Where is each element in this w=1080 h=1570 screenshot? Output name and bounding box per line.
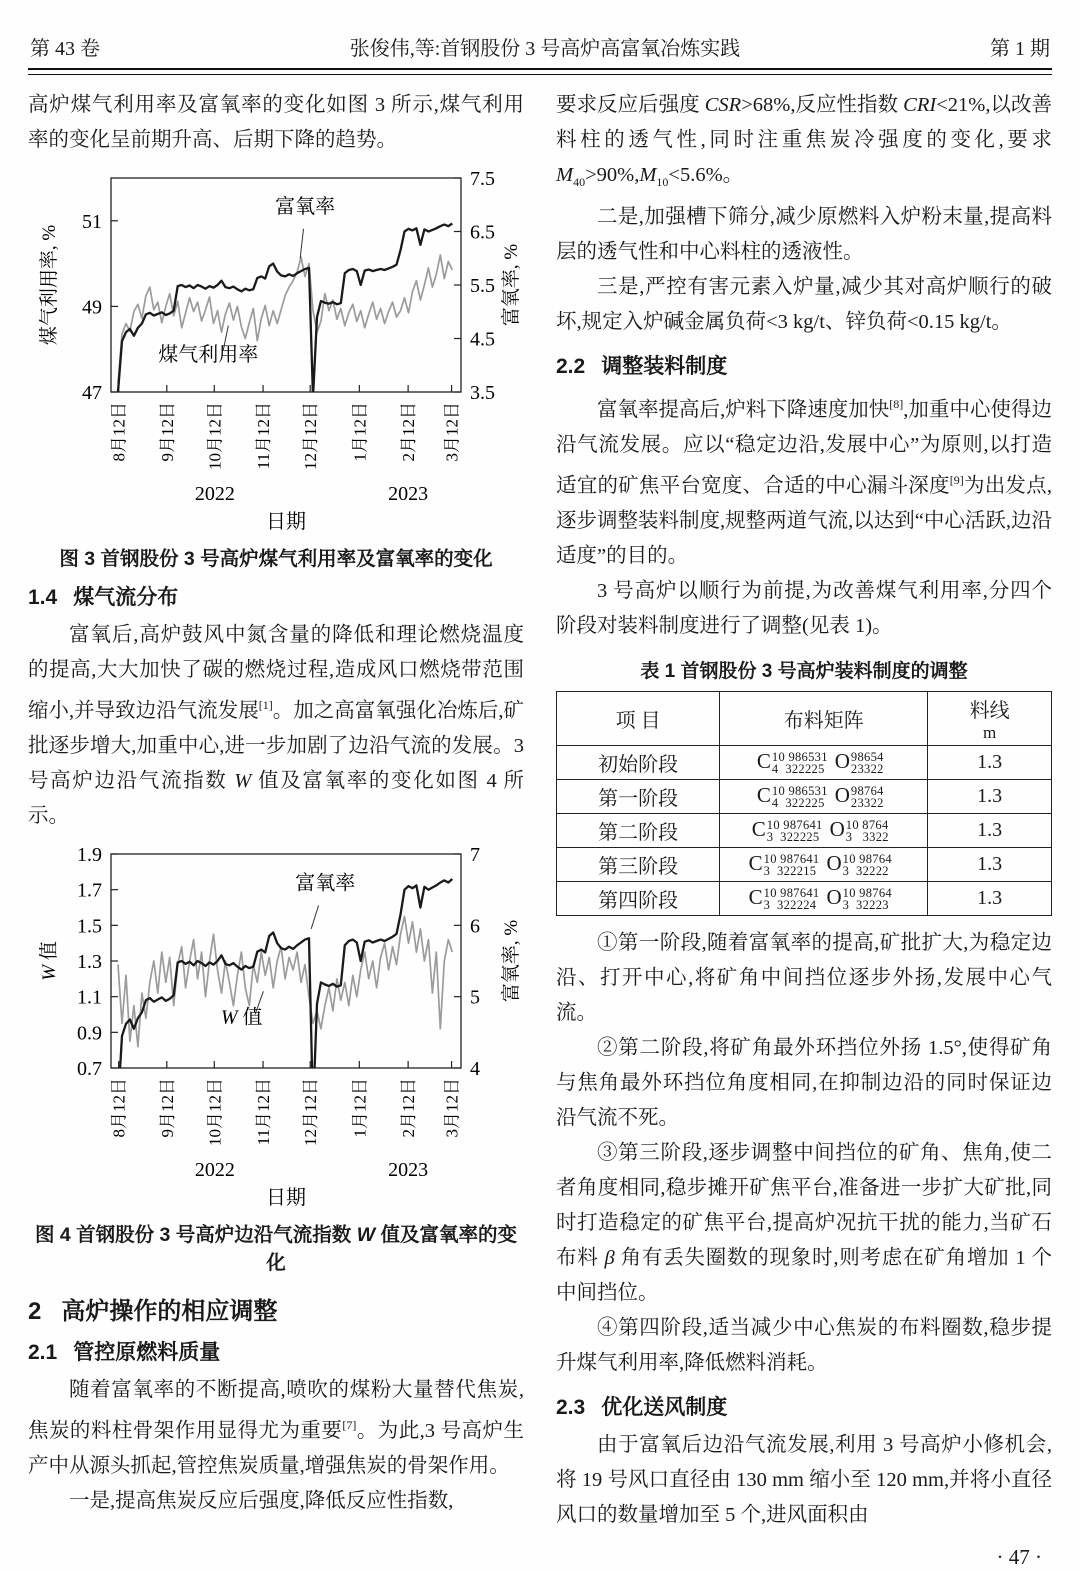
figure4-chart: [29, 842, 524, 1214]
svg-text:2023: 2023: [387, 1158, 428, 1181]
table-row: [557, 881, 1052, 915]
svg-text:1月12日: 1月12日: [349, 402, 369, 462]
svg-text:富氧率: 富氧率: [294, 872, 355, 895]
svg-text:10月12日: 10月12日: [204, 1077, 224, 1146]
stockline-cell: 1.3: [928, 745, 1052, 779]
svg-text:3.5: 3.5: [469, 382, 495, 404]
matrix-cell: C 10 987641 3 322224 O 10 98764 3 32223: [720, 881, 928, 915]
svg-text:5.5: 5.5: [469, 275, 495, 297]
paragraph: ②第二阶段,将矿角最外环挡位外扬 1.5°,使得矿角与焦角最外环挡位角度相同,在抑制边沿的同时保证边沿气流不死。: [556, 1036, 1052, 1129]
issue-label: 第 1 期: [990, 38, 1050, 60]
stage-cell: 第二阶段: [557, 813, 720, 847]
table1: [556, 691, 1052, 916]
svg-text:2月12日: 2月12日: [398, 1077, 418, 1138]
volume-label: 第 43 卷: [30, 38, 100, 60]
figure3-chart: [29, 166, 524, 538]
stockline-cell: 1.3: [928, 813, 1052, 847]
stage-cell: 第一阶段: [557, 779, 720, 813]
svg-text:1.5: 1.5: [76, 915, 102, 938]
left-column: [28, 88, 524, 1570]
col-header-stockline: 料线 m: [928, 691, 1052, 745]
header-rule: [28, 68, 1052, 75]
table-row: [557, 745, 1052, 779]
svg-text:51: 51: [81, 210, 102, 233]
paragraph: 高炉煤气利用率及富氧率的变化如图 3 所示,煤气利用率的变化呈前期升高、后期下降的趋势。: [28, 94, 524, 151]
table-row: [557, 779, 1052, 813]
matrix-cell: C 10 987641 3 322225 O 10 8764 3 3322: [720, 813, 928, 847]
figure-caption: 图 4 首钢股份 3 号高炉边沿气流指数 W 值及富氧率的变化: [34, 1223, 518, 1274]
paragraph: 由于富氧后边沿气流发展,利用 3 号高炉小修机会,将 19 号风口直径由 130 mm 缩小至 120 mm,并将小直径风口的数量增加至 5 个,进风面积由: [556, 1433, 1052, 1526]
paragraph: 一是,提高焦炭反应后强度,降低反应性指数,: [69, 1489, 454, 1512]
table1-caption: 表 1 首钢股份 3 号高炉装料制度的调整: [640, 660, 968, 682]
svg-text:W 值: W 值: [220, 1006, 263, 1029]
svg-text:9月12日: 9月12日: [157, 1077, 177, 1138]
svg-text:富氧率: 富氧率: [274, 195, 335, 218]
section-heading: 1.4 煤气流分布: [28, 586, 179, 609]
page-header: [30, 32, 1050, 61]
paragraph: 三是,严控有害元素入炉量,减少其对高炉顺行的破坏,规定入炉碱金属负荷<3 kg/t、锌负荷<0.15 kg/t。: [556, 276, 1052, 334]
svg-text:0.7: 0.7: [76, 1057, 102, 1080]
svg-text:3月12日: 3月12日: [442, 1077, 462, 1138]
paragraph: 3 号高炉以顺行为前提,为改善煤气利用率,分四个阶段对装料制度进行了调整(见表 1)。: [556, 579, 1052, 637]
stockline-cell: 1.3: [928, 847, 1052, 881]
section-heading: 2.2 调整装料制度: [556, 355, 728, 379]
paragraph: 二是,加强槽下筛分,减少原燃料入炉粉末量,提高料层的透气性和中心料柱的透液性。: [556, 206, 1052, 264]
svg-text:2月12日: 2月12日: [398, 402, 418, 462]
svg-text:1.3: 1.3: [76, 950, 102, 973]
section-heading: 2 高炉操作的相应调整: [28, 1297, 278, 1325]
stage-cell: 第四阶段: [557, 881, 720, 915]
svg-text:煤气利用率, %: 煤气利用率, %: [38, 224, 60, 346]
table-header-row: [557, 691, 1052, 745]
svg-text:11月12日: 11月12日: [253, 1077, 273, 1146]
svg-text:6.5: 6.5: [469, 221, 495, 244]
svg-text:12月12日: 12月12日: [300, 1077, 320, 1146]
figure-caption: 图 3 首钢股份 3 号高炉煤气利用率及富氧率的变化: [59, 548, 493, 570]
svg-text:1.9: 1.9: [76, 843, 102, 866]
svg-text:富氧率, %: 富氧率, %: [500, 243, 522, 327]
matrix-cell: C 10 986531 4 322225 O 98654 23322: [720, 745, 928, 779]
paragraph: ①第一阶段,随着富氧率的提高,矿批扩大,为稳定边沿、打开中心,将矿角中间挡位逐步外扬,发展中心气流。: [556, 931, 1052, 1024]
svg-text:2022: 2022: [194, 1158, 235, 1181]
paragraph: 随着富氧率的不断提高,喷吹的煤粉大量替代焦炭,焦炭的料柱骨架作用显得尤为重要[7]。为此,3 号高炉生产中从源头抓起,管控焦炭质量,增强焦炭的骨架作用。: [28, 1378, 525, 1477]
paragraph: ③第三阶段,逐步调整中间挡位的矿角、焦角,使二者角度相同,稳步摊开矿焦平台,准备进一步扩大矿批,同时打造稳定的矿焦平台,提高炉况抗干扰的能力,当矿石布料 β 角有丢失圈数的现象时,则考虑在矿角增加 1 个中间挡位。: [556, 1141, 1053, 1304]
matrix-cell: C 10 987641 3 322215 O 10 98764 3 32222: [720, 847, 928, 881]
col-header-item: 项 目: [557, 691, 720, 745]
svg-text:6: 6: [469, 915, 480, 938]
svg-text:5: 5: [469, 986, 480, 1009]
section-heading: 2.3 优化送风制度: [556, 1395, 728, 1419]
svg-text:日期: 日期: [265, 1186, 306, 1209]
svg-text:1.1: 1.1: [76, 986, 102, 1009]
table-row: [557, 813, 1052, 847]
svg-text:W 值: W 值: [38, 941, 60, 981]
svg-text:12月12日: 12月12日: [300, 402, 320, 470]
stockline-cell: 1.3: [928, 881, 1052, 915]
svg-text:11月12日: 11月12日: [253, 402, 273, 470]
svg-text:7: 7: [469, 843, 480, 866]
svg-text:3月12日: 3月12日: [442, 402, 462, 462]
two-column-body: [28, 88, 1052, 1570]
col-header-matrix: 布料矩阵: [720, 691, 928, 745]
stage-cell: 第三阶段: [557, 847, 720, 881]
running-title: 张俊伟,等:首钢股份 3 号高炉高富氧冶炼实践: [349, 38, 741, 60]
paragraph: 富氧率提高后,炉料下降速度加快[8],加重中心使得边沿气流发展。应以“稳定边沿,发展中心”为原则,以打造适宜的矿焦平台宽度、合适的中心漏斗深度[9]为出发点,逐步调整装料制度,规整两道气流,以达到“中心活跃,边沿适度”的目的。: [556, 397, 1053, 567]
svg-text:富氧率, %: 富氧率, %: [500, 919, 522, 1002]
svg-text:4.5: 4.5: [469, 328, 495, 351]
table-row: [557, 847, 1052, 881]
svg-text:49: 49: [81, 296, 102, 319]
page-number: · 47 ·: [996, 1544, 1042, 1569]
paragraph: 要求反应后强度 CSR>68%,反应性指数 CRI<21%,以改善料柱的透气性,同时注重焦炭冷强度的变化,要求 $M_{40}>90\%,M_{10}<5.6\%$。: [556, 94, 1053, 190]
svg-text:1月12日: 1月12日: [349, 1077, 369, 1138]
matrix-cell: C 10 986531 4 322225 O 98764 23322: [720, 779, 928, 813]
stage-cell: 初始阶段: [557, 745, 720, 779]
figure3-chart-wrap: [28, 166, 524, 543]
svg-text:8月12日: 8月12日: [109, 1077, 129, 1138]
svg-text:9月12日: 9月12日: [157, 402, 177, 462]
svg-text:7.5: 7.5: [469, 168, 495, 190]
stockline-cell: 1.3: [928, 779, 1052, 813]
svg-text:8月12日: 8月12日: [109, 402, 129, 462]
svg-text:日期: 日期: [265, 511, 306, 533]
svg-text:10月12日: 10月12日: [204, 402, 224, 470]
svg-text:1.7: 1.7: [76, 879, 102, 902]
svg-text:2022: 2022: [194, 483, 235, 505]
svg-text:煤气利用率: 煤气利用率: [157, 344, 258, 367]
svg-text:0.9: 0.9: [76, 1022, 102, 1045]
paragraph: 富氧后,高炉鼓风中氮含量的降低和理论燃烧温度的提高,大大加快了碳的燃烧过程,造成风口燃烧带范围缩小,并导致边沿气流发展[1]。加之高富氧强化冶炼后,矿批逐步增大,加重中心,进一步加剧了边沿气流的发展。3 号高炉边沿气流指数 W 值及富氧率的变化如图 4 所示。: [28, 624, 525, 827]
svg-text:4: 4: [469, 1057, 480, 1080]
figure4-chart-wrap: [28, 842, 524, 1219]
svg-text:2023: 2023: [387, 483, 428, 505]
section-heading: 2.1 管控原燃料质量: [28, 1340, 221, 1364]
paragraph: ④第四阶段,适当减少中心焦炭的布料圈数,稳步提升煤气利用率,降低燃料消耗。: [556, 1316, 1052, 1374]
right-column: [556, 88, 1052, 1570]
svg-text:47: 47: [81, 382, 102, 404]
